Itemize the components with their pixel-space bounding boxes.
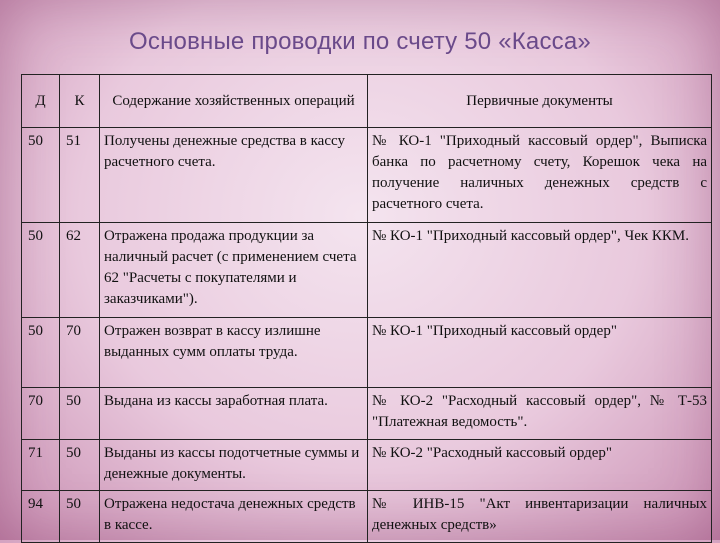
table-row [22, 318, 712, 388]
cell-credit: 50 [60, 440, 100, 491]
table-row [22, 223, 712, 318]
postings-table [21, 74, 712, 543]
cell-documents: № КО-1 "Приходный кассовый ордер", Чек ККМ. [368, 223, 712, 318]
cell-credit: 50 [60, 388, 100, 440]
slide-title: Основные проводки по счету 50 «Касса» [129, 28, 591, 55]
cell-content: Отражена недостача денежных средств в кассе. [100, 491, 368, 543]
cell-debit: 70 [22, 388, 60, 440]
table-header-row [22, 75, 712, 128]
cell-content: Получены денежные средства в кассу расчетного счета. [100, 128, 368, 223]
cell-documents: № КО-1 "Приходный кассовый ордер", Выписка банка по расчетному счету, Корешок чека на получение наличных денежных средств с расчетного счета. [368, 128, 712, 223]
header-documents: Первичные документы [368, 75, 712, 128]
cell-credit: 62 [60, 223, 100, 318]
cell-content: Выдана из кассы заработная плата. [100, 388, 368, 440]
cell-debit: 94 [22, 491, 60, 543]
header-content: Содержание хозяйственных операций [100, 75, 368, 128]
cell-debit: 50 [22, 318, 60, 388]
cell-credit: 70 [60, 318, 100, 388]
cell-documents: № КО-2 "Расходный кассовый ордер" [368, 440, 712, 491]
header-credit: К [60, 75, 100, 128]
cell-credit: 51 [60, 128, 100, 223]
table-row [22, 491, 712, 543]
cell-documents: № КО-1 "Приходный кассовый ордер" [368, 318, 712, 388]
cell-debit: 50 [22, 223, 60, 318]
cell-content: Отражен возврат в кассу излишне выданных сумм оплаты труда. [100, 318, 368, 388]
cell-debit: 71 [22, 440, 60, 491]
cell-content: Выданы из кассы подотчетные суммы и денежные документы. [100, 440, 368, 491]
cell-documents: № КО-2 "Расходный кассовый ордер", № Т-53 "Платежная ведомость". [368, 388, 712, 440]
cell-content: Отражена продажа продукции за наличный расчет (с применением счета 62 "Расчеты с покупателями и заказчиками"). [100, 223, 368, 318]
table-row [22, 128, 712, 223]
table-row [22, 388, 712, 440]
cell-credit: 50 [60, 491, 100, 543]
cell-documents: № ИНВ-15 "Акт инвентаризации наличных денежных средств» [368, 491, 712, 543]
header-debit: Д [22, 75, 60, 128]
table-row [22, 440, 712, 491]
cell-debit: 50 [22, 128, 60, 223]
